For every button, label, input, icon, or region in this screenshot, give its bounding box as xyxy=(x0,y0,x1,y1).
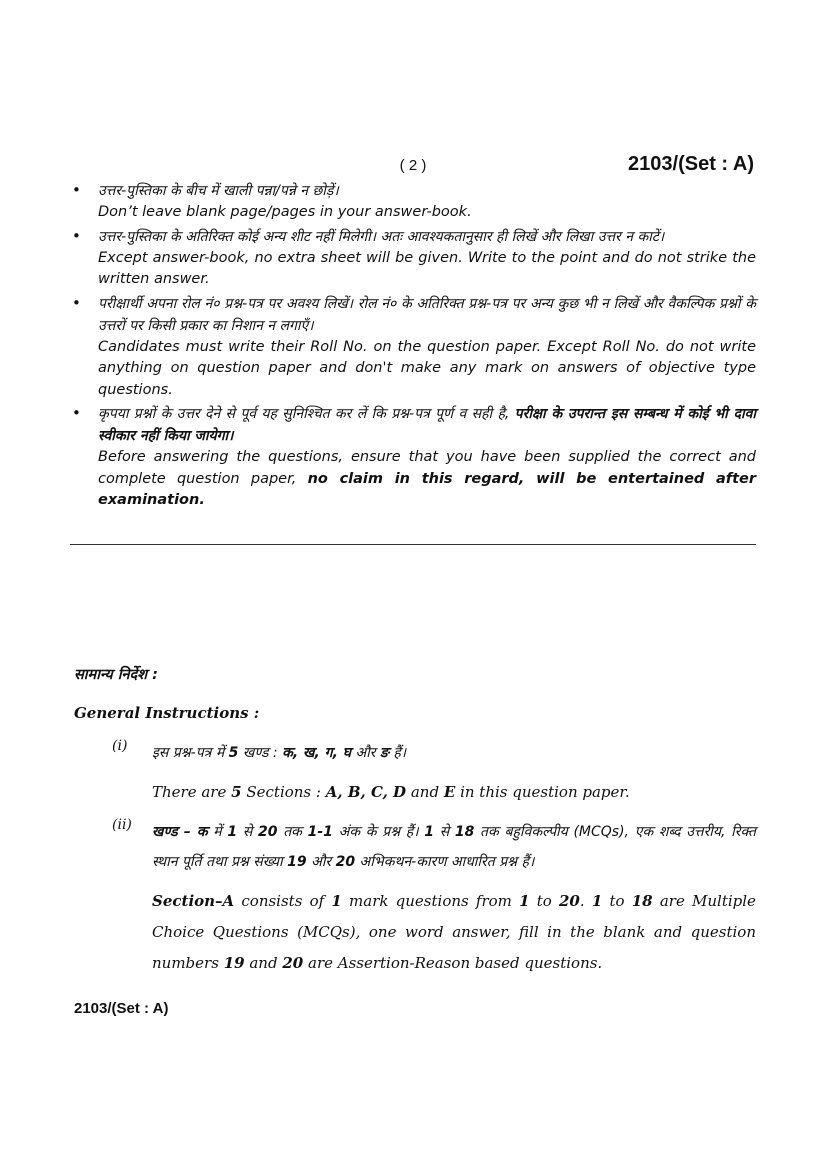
text-run: 1 xyxy=(227,824,238,840)
text-run: 19 xyxy=(287,854,307,870)
text-run: हैं। xyxy=(393,745,407,761)
note-item xyxy=(70,293,756,402)
text-run: से xyxy=(242,824,253,840)
text-run: E xyxy=(443,783,456,801)
text-run: and xyxy=(410,783,440,801)
note-english: Except answer-book, no extra sheet will be given. Write to the point and do not strike the written answer. xyxy=(98,249,756,287)
text-run: अभिकथन-कारण आधारित प्रश्न हैं। xyxy=(359,854,535,870)
text-run: 1-1 xyxy=(307,824,333,840)
text-run: क, ख, ग, घ xyxy=(282,745,352,761)
note-english-text: Before answering the questions, ensure that you have been supplied the correct and complete question paper, xyxy=(98,449,756,487)
text-run: 18 xyxy=(454,824,475,840)
text-run: 20 xyxy=(258,824,278,840)
note-hindi: उत्तर-पुस्तिका के बीच में खाली पन्ना/पन्ने न छोड़ें। xyxy=(98,183,339,199)
text-run: में xyxy=(213,824,222,840)
text-run: 19 xyxy=(223,954,245,972)
instruction-item xyxy=(112,817,756,979)
text-run: 1 xyxy=(591,892,603,910)
note-hindi-text: कृपया प्रश्नों के उत्तर देने से पूर्व यह सुनिश्चित कर लें कि प्रश्न-पत्र पूर्ण व सही है, xyxy=(98,406,510,422)
text-run: Sections : xyxy=(246,783,321,801)
text-run: in this question paper. xyxy=(460,783,630,801)
text-run: तक xyxy=(283,824,302,840)
text-run: Section–A xyxy=(152,892,235,910)
text-run: to xyxy=(609,892,625,910)
text-run: इस प्रश्न-पत्र में xyxy=(152,745,225,761)
text-run: और xyxy=(355,745,376,761)
text-run: खण्ड – क xyxy=(152,824,208,840)
note-hindi xyxy=(98,403,756,447)
text-run: are Multiple Choice Questions (MCQs), one word answer, fill in the blank and question numbers xyxy=(152,892,756,972)
bullet-icon: • xyxy=(72,404,81,422)
note-item xyxy=(70,226,756,291)
text-run: 18 xyxy=(631,892,653,910)
text-run: 5 xyxy=(231,783,242,801)
general-instructions-heading-hindi: सामान्य निर्देश : xyxy=(74,667,158,683)
text-run: and xyxy=(249,954,278,972)
instruction-number: (i) xyxy=(112,738,128,754)
text-run: . xyxy=(579,892,585,910)
text-run: 20 xyxy=(282,954,304,972)
general-instructions-heading: General Instructions : xyxy=(74,704,260,722)
section-divider xyxy=(70,544,756,545)
text-run: और xyxy=(311,854,332,870)
instruction-english xyxy=(152,777,756,808)
instruction-hindi xyxy=(152,738,756,768)
bullet-icon: • xyxy=(72,181,81,199)
text-run: 5 xyxy=(228,745,239,761)
note-hindi: परीक्षार्थी अपना रोल नं० प्रश्न-पत्र पर अवश्य लिखें। रोल नं० के अतिरिक्त प्रश्न-पत्र पर अन्य कुछ भी न लिखें और वैकल्पिक प्रश्नों के उत्तरों पर किसी प्रकार का निशान न लगाएँ। xyxy=(98,295,756,334)
text-run: 20 xyxy=(558,892,580,910)
set-code-header: 2103/(Set : A) xyxy=(628,153,754,175)
text-run: अंक के प्रश्न हैं। xyxy=(338,824,419,840)
note-english: Don’t leave blank page/pages in your answer-book. xyxy=(98,204,472,220)
text-run: खण्ड : xyxy=(242,745,278,761)
candidate-notes xyxy=(70,180,756,514)
note-hindi: उत्तर-पुस्तिका के अतिरिक्त कोई अन्य शीट नहीं मिलेगी। अतः आवश्यकतानुसार ही लिखें और लिखा उत्तर न काटें। xyxy=(98,228,665,245)
bullet-icon: • xyxy=(72,226,81,245)
set-code-footer: 2103/(Set : A) xyxy=(74,1000,169,1017)
text-run: to xyxy=(536,892,552,910)
text-run: 1 xyxy=(519,892,530,910)
note-item xyxy=(70,403,756,512)
instruction-english xyxy=(152,886,756,979)
instruction-item xyxy=(112,738,756,808)
text-run: 20 xyxy=(335,854,356,870)
text-run: mark questions from xyxy=(349,892,512,910)
note-english: Candidates must write their Roll No. on the question paper. Except Roll No. do not write anything on question paper and don't make any mark on answers of objective type questions. xyxy=(98,338,756,398)
text-run: 1 xyxy=(331,892,342,910)
text-run: There are xyxy=(152,783,227,801)
instruction-number: (ii) xyxy=(112,817,132,833)
note-hindi-emphasis: परीक्षा के उपरान्त इस सम्बन्ध में कोई भी दावा स्वीकार नहीं किया जायेगा। xyxy=(98,406,756,444)
note-item xyxy=(70,180,756,224)
text-run: तक बहुविकल्पीय (MCQs), एक शब्द उत्तरीय, रिक्त स्थान पूर्ति तथा प्रश्न संख्या xyxy=(152,824,757,870)
text-run: से xyxy=(439,824,450,840)
text-run: 1 xyxy=(424,824,434,840)
bullet-icon: • xyxy=(72,293,81,312)
note-english-emphasis: no claim in this regard, will be entertained after examination. xyxy=(98,470,757,508)
text-run: ङ xyxy=(380,745,389,761)
instruction-hindi xyxy=(152,817,756,877)
page-number: ( 2 ) xyxy=(399,157,427,174)
text-run: consists of xyxy=(241,892,325,910)
text-run: A, B, C, D xyxy=(325,783,407,801)
text-run: are Assertion-Reason based questions. xyxy=(308,954,603,972)
note-english xyxy=(98,447,756,512)
